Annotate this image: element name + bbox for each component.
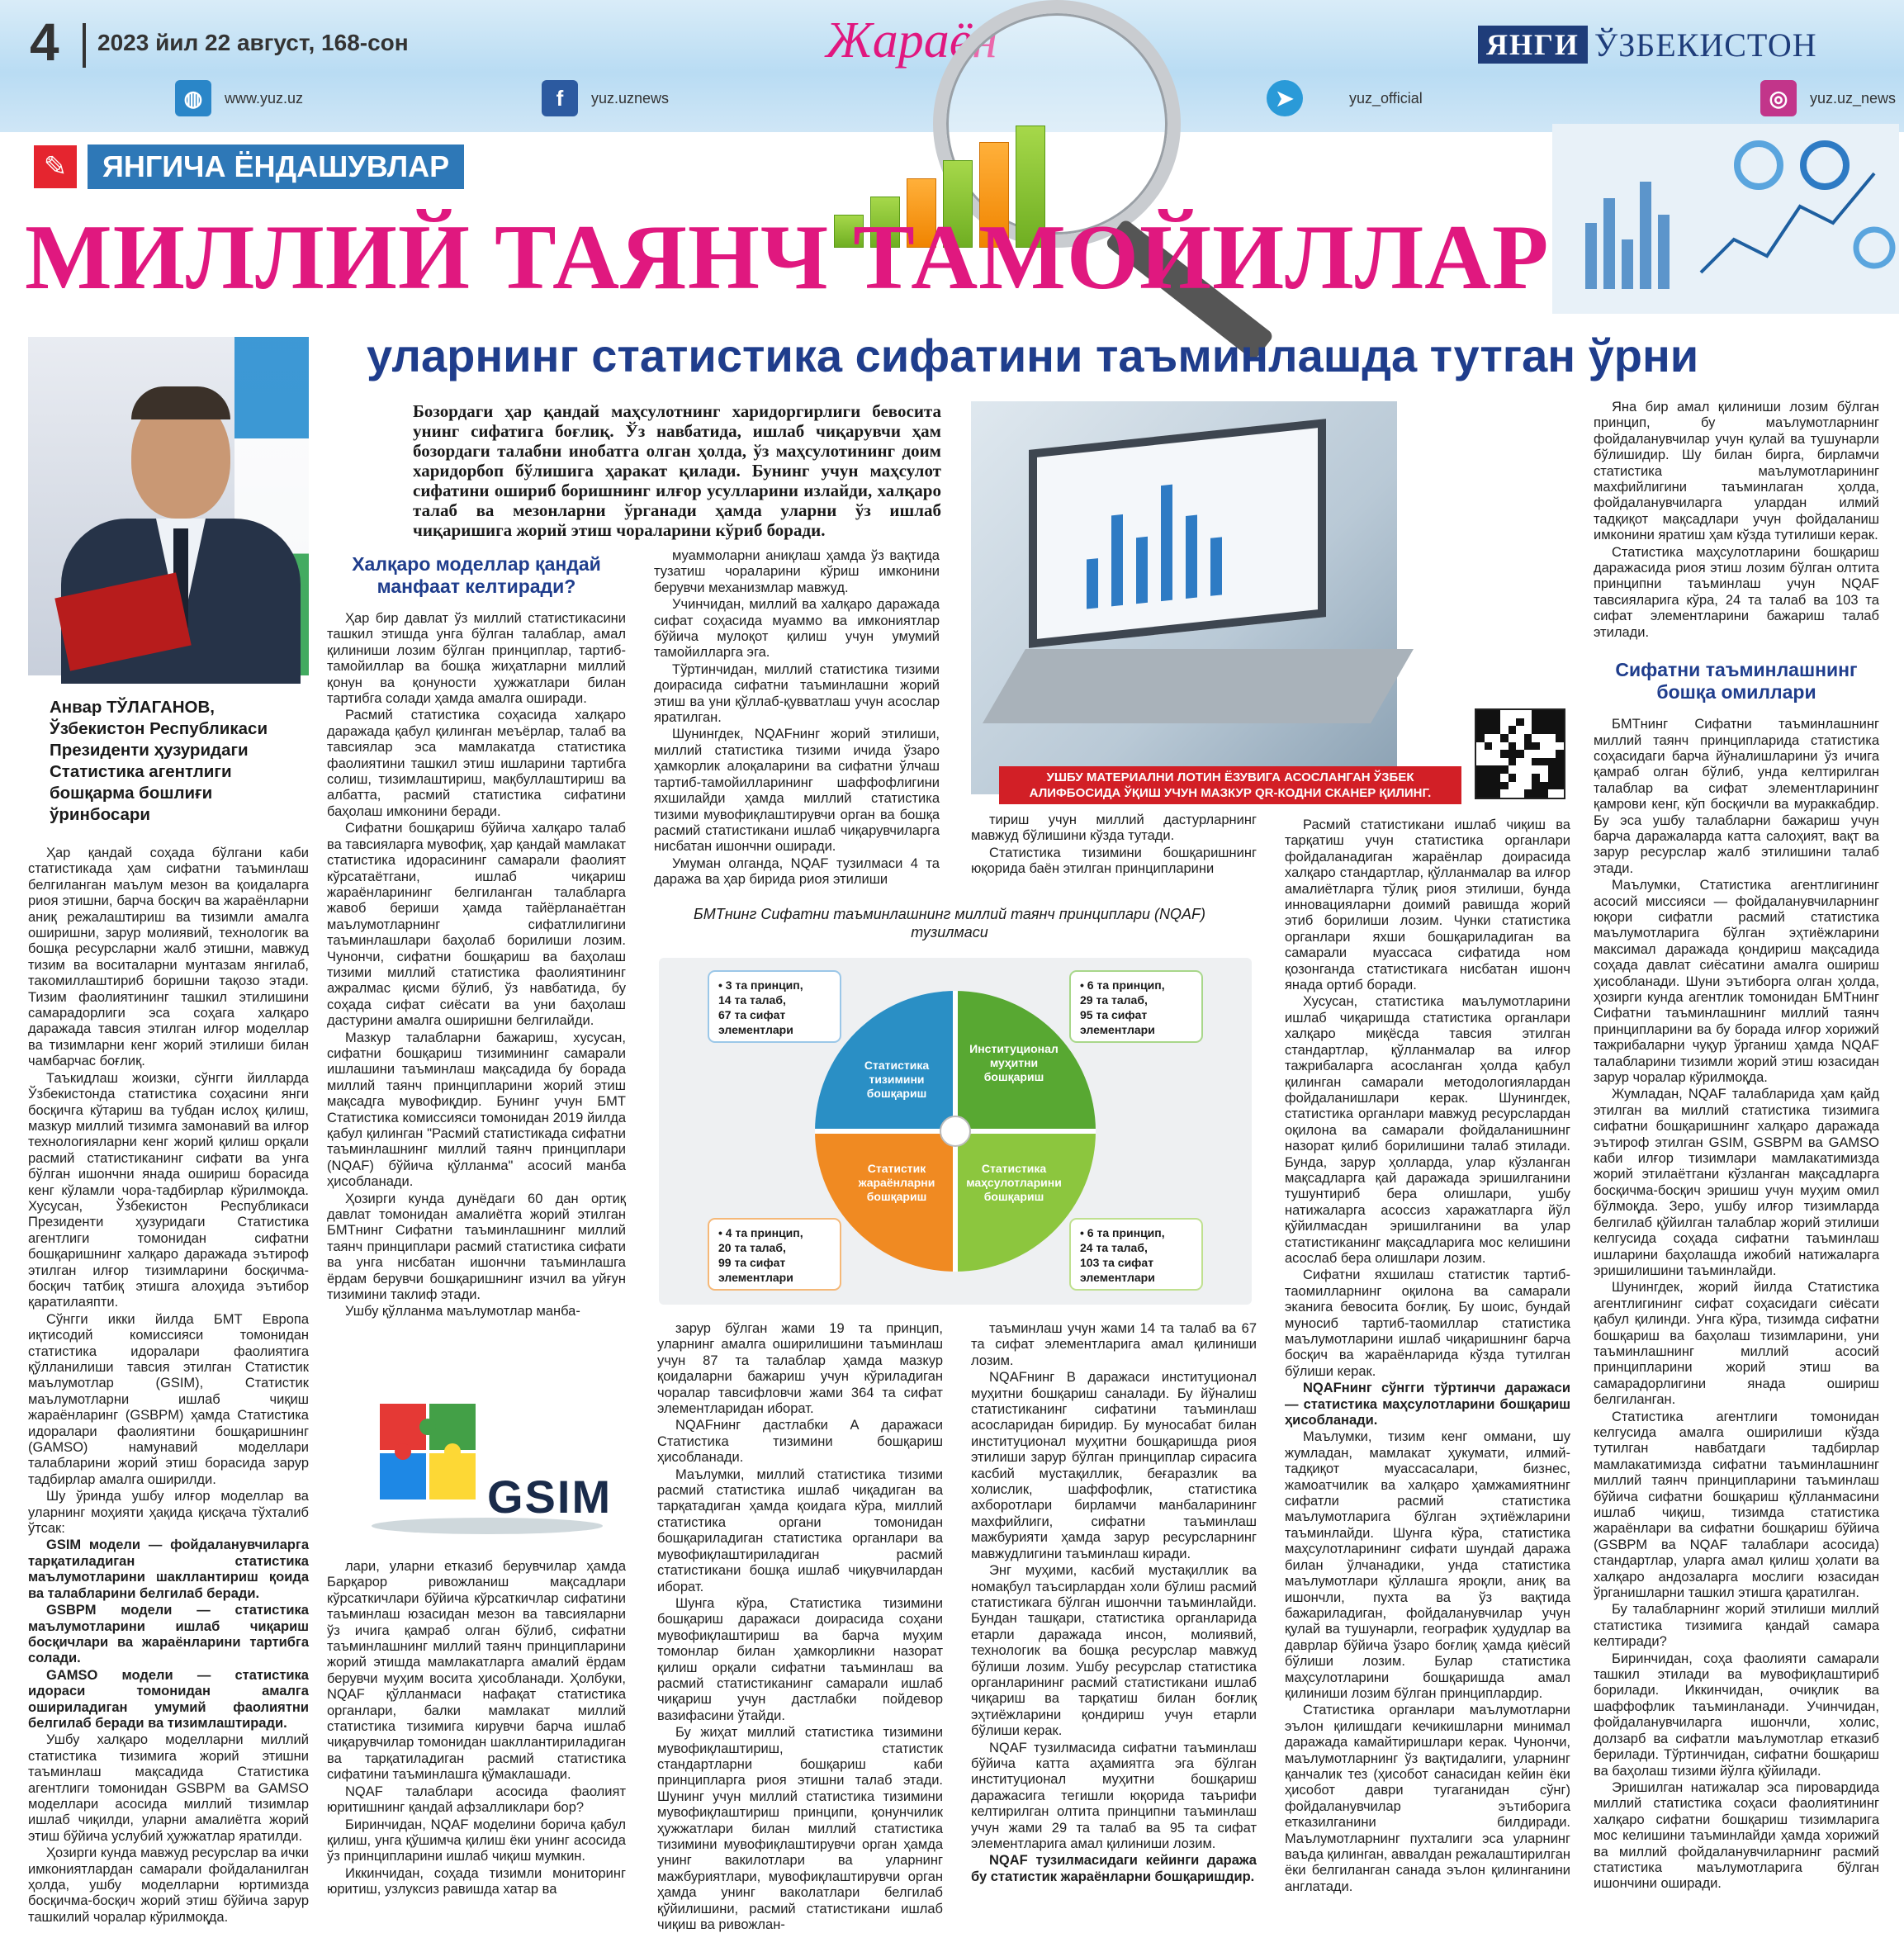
qr-cell <box>1556 718 1564 727</box>
paragraph: Хусусан, статистика маълумотларини ишлаб чиқаришда статистика органлари халқаро миқёсда тавсия этилган стандартлар, қўлланмалар ва илғор тажрибаларга асосланган ҳолда қабул қилинган самарали методологиялардан фойдаланишлари керак. Шунингдек, статистика органлари мавжуд ресурслардан оқилона ва самарали фойдаланишнинг назорат қилиб борилишини талаб этилади. Бунда, зарур ҳолларда, улар кўзланган мақсадларга қай даражада эришилганини тушунтириб бера олишлари, ушбу натижаларга асоссиз харажатларга йўл қўйилмасдан эришилганини ва улар статистиканинг мақсадларига мос келишини асослаб бера олишлари лозим. <box>1285 994 1570 1266</box>
qr-cell <box>1509 758 1517 766</box>
qr-cell <box>1548 726 1556 734</box>
newspaper-logo <box>1478 25 1817 64</box>
qr-cell <box>1485 750 1493 758</box>
paragraph: Умуман олганда, NQAF тузилмаси 4 та даража ва ҳар бирида риоя этилиши <box>654 855 940 888</box>
qr-cell <box>1509 789 1517 798</box>
qr-cell <box>1476 774 1485 782</box>
paragraph: Маълумки, тизим кенг оммани, шу жумладан, мамлакат ҳукумати, илмий-тадқиқот муассасалари, бизнес, жамоатчилик ва халқаро ҳамжамиятнинг сифатли расмий статистика маълумотларига бўлган эҳтиёжларини таъминлайди. Шунга кўра, статистика маҳсулотларининг сифати шундай даража билан ўлчанадики, унда статистика маълумотлари қўллашга яроқли, аниқ ва ишончли, пухта ва ўз вақтида бажариладиган, фойдаланувчилар учун қулай ва тушунарли, географик ҳудудлар ва даврлар бўйича ўзаро боғлиқ ҳамда қиёсий бўлиши лозим. Булар статистика маҳсулотларини бошқаришда амал қилиниши лозим бўлган принциплардир. <box>1285 1429 1570 1701</box>
telegram-icon: ➤ <box>1267 80 1303 116</box>
qr-cell <box>1524 726 1532 734</box>
qr-cell <box>1524 782 1532 790</box>
column-2-bottom <box>327 1559 626 1904</box>
logo-word-a: ЯНГИ <box>1478 26 1588 64</box>
qr-cell <box>1532 718 1540 727</box>
paragraph: Жумладан, NQAF талабларида ҳам қайд этилган ва миллий статистика тизимига сифатни бошқаришнинг халқаро даражада эътироф этилган GSIM, GSBPM ва GAMSO каби илғор тизимлари мамлакатимизда жорий этилаётгани кўзланган мақсадларга босқичма-босқич эришиш учун муҳим омил бўлмоқда. Зеро, ушбу илғор тизимларда белгилаб қўйилган талаблар жорий этилиши келгусида соҳада сифатни таъминлаш ишларини баҳолашда ижобий натижаларга эришилишини таъминлайди. <box>1594 1087 1879 1278</box>
qr-note: УШБУ МАТЕРИАЛНИ ЛОТИН ЁЗУВИГА АСОСЛАНГАН ЎЗБЕК АЛИФБОСИДА ЎҚИШ УЧУН МАЗКУР QR-КОДНИ СКАНЕР ҚИЛИНГ. <box>999 766 1461 804</box>
paragraph: NQAFнинг В даражаси институционал муҳитни бошқариш саналади. Бу йўналиш статистиканинг сифатини таъминлаш асосларидан биридир. Бу муносабат билан институционал муҳитни бошқаришда риоя этилиши зарур бўлган принциплар сирасига касбий мустақиллик, беғаразлик ва холислик, шаффофлик, статистика ахборотлари бирламчи манбаларининг махфийлиги, сифатни таъминлаш мажбурияти ҳамда зарур ресурсларнинг мавжудлигини таъминлаш киради. <box>971 1370 1257 1561</box>
paragraph: Ҳар қандай соҳада бўлгани каби статистикада ҳам сифатни таъминлаш белгиланган маълум мезон ва қоидаларга риоя этишни, барча босқич ва жараёнларни аниқ режалаштириш ва тизимли амалга оширишни, зарур молиявий, технологик ва бошқа ресурсларни жалб этишни, мавжуд тизим ва воситаларни мунтазам янгилаб, такомиллаштириб боришни тақозо этади. Тизим фаолиятининг ташкил этилишини самарадорлиги эса соҳага халқаро даражада тавсия этилган илғор моделлар ва тизимларни кенг жорий этилиши билан чамбарчас боғлиқ. <box>28 846 309 1069</box>
qr-cell <box>1509 734 1517 742</box>
section-tag-label: ЯНГИЧА ЁНДАШУВЛАР <box>88 145 464 189</box>
rubric-label: Жараён <box>826 12 998 69</box>
qr-cell <box>1540 734 1548 742</box>
paragraph: БМТнинг Сифатни таъминлашнинг миллий таянч принципларида статистика соҳасидаги барча йўналишларини ўз ичига қамраб олган бўлиб, унда келтирилган талаблар ва сифат элементларининг қамрови кенг, кўп босқичли ва мураккабдир. Бу эса ушбу талабларни бажариш учун барча даражаларда катта салоҳият, вақт ва зарур ресурслар жалб этилишини талаб этади. <box>1594 717 1879 876</box>
qr-cell <box>1516 765 1524 774</box>
qr-cell <box>1540 742 1548 751</box>
qr-cell <box>1524 718 1532 727</box>
qr-cell <box>1532 758 1540 766</box>
paragraph: Тўртинчидан, миллий статистика тизими доирасида сифатни таъминлашни жорий этиш ва уни қўллаб-қувватлаш учун асослар яратилган. <box>654 661 940 726</box>
qr-cell <box>1532 782 1540 790</box>
paragraph: Шунингдек, NQAFнинг жорий этилиши, миллий статистика тизими ичида ўзаро ҳамкорлик алоқаларини ва сифатни ўлчаш тартиб-тамойилларининг шаффофлигини яхшилайди ҳамда миллий статистика тизими мувофиқлаштирувчи орган ва бошқа расмий статистикани ишлаб чиқарувчиларга нисбатан ишончни оширади. <box>654 727 940 855</box>
qr-cell <box>1500 758 1509 766</box>
paragraph: Биринчидан, соҳа фаолияти самарали ташкил этилади ва мувофиқлаштириб борилади. Иккинчидан, очиқлик ва шаффофлик таъминланади. Учинчидан, фойдаланувчиларга ишончли, холис, долзарб ва сифатли маълумотлар етказиб берилади. Тўртинчидан, сифатни бошқариш ва баҳолаш тизими йўлга қўйилади. <box>1594 1651 1879 1779</box>
paragraph: Статистика тизимини бошқаришнинг юқорида баён этилган принципларини <box>971 845 1257 877</box>
qr-cell <box>1516 734 1524 742</box>
infographic-illustration <box>1552 124 1899 314</box>
qr-cell <box>1500 765 1509 774</box>
qr-cell <box>1540 726 1548 734</box>
screen-bar <box>1186 514 1197 598</box>
screen-bar <box>1111 514 1123 606</box>
author-caption: Анвар ТЎЛАГАНОВ, Ўзбекистон Республикаси Президенти ҳузуридаги Статистика агентлиги бошқарма бошлиғи ўринбосари <box>50 698 268 824</box>
issue-date: 2023 йил 22 август, 168-сон <box>97 30 409 55</box>
paragraph: GAMSO модели — статистика идораси томонидан амалга ошириладиган умумий фаолиятни белгилаб беради ва тизимлаштиради. <box>28 1667 309 1731</box>
qr-cell <box>1548 718 1556 727</box>
paragraph: Биринчидан, NQAF моделини борича қабул қилиш, унга қўшимча қилиш ёки унинг асосида ўз принципларини ишлаб чиқиш мумкин. <box>327 1817 626 1864</box>
column-1 <box>28 846 309 1925</box>
qr-cell <box>1485 710 1493 718</box>
paragraph: Сўнгги икки йилда БМТ Европа иқтисодий комиссияси томонидан статистика идоралари фаолиятига қўлланилиши тавсия этилган Статистик маълумотлар (GSIM), Статистик маълумотларни ишлаб чиқиш жараёнларинг (GSBPM) ҳамда Статистика идоралари фаолиятини бошқаришнинг (GAMSO) намунавий моделлари талабларини жорий этиш борасида зарур тадбирлар амалга оширилди. <box>28 1311 309 1487</box>
column-3-bottom <box>657 1321 943 1933</box>
qr-cell <box>1516 710 1524 718</box>
social-handle: www.yuz.uz <box>225 89 304 107</box>
qr-cell <box>1540 750 1548 758</box>
subheading: Халқаро моделлар қандай манфаат келтиради? <box>352 553 601 597</box>
qr-cell <box>1524 750 1532 758</box>
paragraph: Статистика маҳсулотларини бошқариш даражасида риоя этиш лозим бўлган олтита принципни таъминлаш учун NQAF тавсияларига кўра, 24 та талаб ва 103 та сифат элементларини бажариш талаб этилади. <box>1594 544 1879 640</box>
paragraph: Сифатни яхшилаш статистик тартиб-таомилларнинг оқилона ва самарали эканига бевосита боғлиқ. Бу шоис, бундай муносиб тартиб-таомиллар статистика маълумотларини ишлаб чиқаришнинг барча босқич ва жараёнларида кўзда тутилган бўлиши керак. <box>1285 1267 1570 1379</box>
qr-cell <box>1485 718 1493 727</box>
qr-cell <box>1476 782 1485 790</box>
divider <box>83 23 86 68</box>
quadrant-note: • 4 та принцип, 20 та талаб, 99 та сифат элементлари <box>718 1226 803 1284</box>
qr-code[interactable] <box>1475 708 1565 799</box>
qr-cell <box>1476 742 1485 751</box>
qr-cell <box>1516 750 1524 758</box>
diagram-caption: БМТнинг Сифатни таъминлашнинг миллий таянч принциплари (NQAF) тузилмаси <box>694 906 1205 940</box>
qr-cell <box>1476 734 1485 742</box>
quadrant-label: Статистика маҳсулотларини бошқариш <box>966 1162 1062 1203</box>
qr-cell <box>1532 710 1540 718</box>
paragraph: NQAF тузилмасидаги кейинги даража бу статистик жараёнларни бошқаришдир. <box>971 1853 1257 1884</box>
quadrant-label: Статистика тизимини бошқариш <box>864 1059 930 1100</box>
basketball-icon: ◍ <box>175 80 211 116</box>
paragraph: Ушбу қўлланма маълумотлар манба- <box>345 1304 580 1319</box>
qr-cell <box>1509 782 1517 790</box>
qr-cell <box>1548 734 1556 742</box>
logo-word-b: ЎЗБЕКИСТОН <box>1594 26 1817 64</box>
paragraph: NQAF талаблари асосида фаолият юритишнинг қандай афзалликлари бор? <box>327 1784 626 1816</box>
paragraph: Эришилган натижалар эса пировардида миллий статистика соҳаси фаолиятининг халқаро сифатни бошқариш тизимларига мос келишини таъминлайди ҳамда хорижий ва миллий фойдаланувчиларнинг расмий статистика маълумотларига бўлган ишончини оширади. <box>1594 1779 1879 1892</box>
qr-cell <box>1524 758 1532 766</box>
qr-cell <box>1516 774 1524 782</box>
gsim-label: GSIM <box>487 1471 613 1523</box>
social-web[interactable] <box>175 79 303 117</box>
paragraph: NQAFнинг сўнгги тўртинчи даражаси — статистика маҳсулотларини бошқариш ҳисобланади. <box>1285 1381 1570 1428</box>
qr-cell <box>1556 758 1564 766</box>
qr-cell <box>1516 758 1524 766</box>
paragraph: Маълумки, Статистика агентлигининг асосий миссияси — фойдаланувчиларнинг юқори сифатли расмий статистика маълумотларига бўлган эҳтиёжларини максимал даражада қондириш мақсадида соҳада давлат сиёсатини амалга ошириш ҳисобланади. Шуни эътиборга олган ҳолда, ҳозирги кунда агентлик томонидан БМТнинг Сифатни таъминлашнинг миллий таянч принципларини ва бу борада илғор хорижий тажрибаларни чуқур ўрганиш ҳамда NQAF талабларини тизимли жорий этиш юзасидан зарур чоралар кўрилмоқда. <box>1594 878 1879 1086</box>
qr-cell <box>1492 750 1500 758</box>
qr-cell <box>1556 726 1564 734</box>
qr-cell <box>1485 734 1493 742</box>
qr-cell <box>1532 774 1540 782</box>
paragraph: Ушбу халқаро моделларни миллий статистика тизимига жорий этишни таъминлаш мақсадида Статистика агентлиги томонидан GSBPM ва GAMSO моделлари асосида миллий тизимлар ишлаб чиқилди, уларни амалиётга жорий этиш бўйича услубий ҳужжатлар яратилди. <box>28 1732 309 1844</box>
qr-cell <box>1500 742 1509 751</box>
qr-cell <box>1500 782 1509 790</box>
paragraph: таъминлаш учун жами 14 та талаб ва 67 та сифат элементларига амал қилиниши лозим. <box>971 1321 1257 1368</box>
paragraph: Статистика органлари маълумотларни эълон қилишдаги кечикишларни минимал даражада камайтиришлари керак. Чунончи, маълумотларнинг ўз вақтидалиги, уларнинг қанчалик тез (ҳисобот санасидан кейин ёки ҳисобот даври тугаганидан сўнг) фойдаланувчилар эътиборига етказилганини билдиради. Маълумотларнинг пухталиги эса уларнинг ваъда қилинган, аввалдан режалаштирилган ёки белгиланган санада эълон қилинганини англатади. <box>1285 1703 1570 1894</box>
paragraph: Учинчидан, миллий ва халқаро даражада сифат соҳасида муаммо ва имкониятлар бўйича мулоқот қилиш учун умумий тамойилларга эга. <box>654 597 940 661</box>
qr-cell <box>1524 789 1532 798</box>
qr-cell <box>1500 789 1509 798</box>
qr-cell <box>1476 789 1485 798</box>
qr-cell <box>1532 789 1540 798</box>
quadrant-label: Институционал муҳитни бошқариш <box>969 1042 1059 1083</box>
paragraph: зарур бўлган жами 19 та принцип, уларнинг амалга оширилишини таъминлаш учун 87 та талаблар ҳамда мазкур қоидаларни бажариш учун кўриладиган чоралар тавсифловчи жами 364 та сифат элементларидан иборат. <box>657 1321 943 1417</box>
qr-cell <box>1540 758 1548 766</box>
qr-cell <box>1485 726 1493 734</box>
qr-cell <box>1500 726 1509 734</box>
qr-cell <box>1476 710 1485 718</box>
qr-cell <box>1485 742 1493 751</box>
qr-cell <box>1516 726 1524 734</box>
quadrant-note: • 3 та принцип, 14 та талаб, 67 та сифат элементлари <box>718 978 803 1036</box>
paragraph: лари, уларни етказиб берувчилар ҳамда Барқарор ривожланиш мақсадлари кўрсаткичлари бўйича кўрсаткичлар сифатини таъминлаш юзасидан мезон ва тавсияларни ўз ичига қамраб олган бўлиб, сифатни таъминлашнинг миллий таянч принципларини жорий этишда мамлакатларга амалий ёрдам берувчи муҳим восита ҳисобланади. Ҳолбуки, NQAF қўлланмаси нафақат статистика органлари, балки мамлакат миллий статистика тизимига кирувчи барча ишлаб чиқарувчилар томонидан шакллантириладиган ва тарқатиладиган расмий статистика сифатини таъминлашга қўмаклашади. <box>327 1559 626 1783</box>
qr-cell <box>1485 758 1493 766</box>
qr-cell <box>1500 710 1509 718</box>
quadrant-label: Статистик жараёнларни бошқариш <box>858 1162 935 1203</box>
qr-cell <box>1509 765 1517 774</box>
subheading: Сифатни таъминлашнинг бошқа омиллари <box>1615 659 1858 704</box>
qr-cell <box>1516 718 1524 727</box>
qr-cell <box>1492 765 1500 774</box>
qr-cell <box>1485 782 1493 790</box>
paragraph: Шу ўринда ушбу илғор моделлар ва уларнинг моҳияти ҳақида қисқача тўхталиб ўтсак: <box>28 1489 309 1537</box>
qr-cell <box>1500 734 1509 742</box>
qr-cell <box>1524 765 1532 774</box>
qr-cell <box>1492 718 1500 727</box>
qr-cell <box>1476 765 1485 774</box>
qr-cell <box>1476 726 1485 734</box>
paragraph: Шунингдек, жорий йилда Статистика агентлигининг сифат соҳасидаги сиёсати қабул қилинди. Унга кўра, тизимда сифатни бошқариш ва баҳолаш тизимларини, уни таъминлашнинг миллий асосий принципларини жорий этиш ва самарадорлигини янада ошириш белгиланган. <box>1594 1280 1879 1408</box>
screen-bar <box>1161 485 1172 601</box>
qr-cell <box>1509 726 1517 734</box>
page-number: 4 <box>30 12 59 72</box>
qr-cell <box>1500 774 1509 782</box>
laptop-keyboard <box>983 649 1414 723</box>
qr-cell <box>1509 742 1517 751</box>
qr-cell <box>1556 774 1564 782</box>
social-telegram[interactable] <box>1267 79 1423 117</box>
paragraph: Бу талабларнинг жорий этилиши миллий статистика тизимига қандай самара келтиради? <box>1594 1602 1879 1650</box>
paragraph: Мазкур талабларни бажариш, хусусан, сифатни бошқариш тизимининг самарали ишлашини таъминлаш мақсадида бу борада миллий таянч принципларини жорий этиш мақсадга мувофиқдир. Бунинг учун БМТ Статистика комиссияси томонидан 2019 йилда қабул қилинган "Расмий статистикада сифатни таъминлашнинг миллий таянч принциплари (NQAF) бўйича қўлланма" асосий манба ҳисобланади. <box>327 1030 626 1190</box>
qr-cell <box>1524 774 1532 782</box>
qr-cell <box>1509 710 1517 718</box>
screen-bar <box>1210 537 1222 595</box>
qr-cell <box>1492 782 1500 790</box>
paragraph: Ҳозирги кунда мавжуд ресурслар ва ички имкониятлардан самарали фойдаланилган ҳолда, ушбу моделларни юртимизда босқичма-босқич жорий этиш бўйича зарур ташкилий чоралар кўрилмоқда. <box>28 1845 309 1925</box>
social-instagram[interactable] <box>1760 79 1896 117</box>
qr-cell <box>1509 750 1517 758</box>
paragraph: Энг муҳими, касбий мустақиллик ва номақбул таъсирлардан холи бўлиш расмий статистикага бўлган ишончни таъминлайди. Бундан ташқари, статистика органларида етарли даражада инсон, молиявий, технологик ва бошқа ресурслар мавжуд бўлиши лозим. Ушбу ресурслар статистика органларининг расмий статистикани ишлаб чиқариш ва тарқатиш билан боғлиқ эҳтиёжларини қондириш учун етарли бўлиши керак. <box>971 1563 1257 1739</box>
qr-cell <box>1500 750 1509 758</box>
qr-cell <box>1532 726 1540 734</box>
qr-cell <box>1492 726 1500 734</box>
column-5 <box>1285 817 1570 1904</box>
hair <box>131 386 230 419</box>
qr-cell <box>1532 765 1540 774</box>
qr-cell <box>1556 742 1564 751</box>
qr-cell <box>1548 750 1556 758</box>
paragraph: GSBPM модели — статистика маълумотларини ишлаб чиқариш босқичлари ва жараёнларини тартибга солади. <box>28 1603 309 1666</box>
qr-cell <box>1485 774 1493 782</box>
qr-cell <box>1492 758 1500 766</box>
qr-cell <box>1548 758 1556 766</box>
qr-cell <box>1556 710 1564 718</box>
qr-cell <box>1476 750 1485 758</box>
column-4-top <box>971 813 1257 895</box>
paragraph: Шунга кўра, Статистика тизимини бошқариш даражаси доирасида соҳани мувофиқлаштириш ва барча муҳим томонлар билан ҳамкорликни назорат қилиш орқали сифатни таъминлаш ва расмий статистиканинг самарали ишлаб чиқариш учун дастлабки пойдевор вазифасини ўтайди. <box>657 1595 943 1723</box>
qr-cell <box>1524 742 1532 751</box>
facebook-icon: f <box>542 80 578 116</box>
qr-cell <box>1524 734 1532 742</box>
qr-cell <box>1540 718 1548 727</box>
qr-cell <box>1548 710 1556 718</box>
qr-cell <box>1476 758 1485 766</box>
column-6 <box>1594 400 1879 1904</box>
paragraph: Статистика агентлиги томонидан келгусида амалга оширилиши кўзда тутилган навбатдаги тадбирлар мамлакатимизда сифатни таъминлашнинг миллий таянч принципларини таъминлаш бўйича сифатни бошқариш қўлланмасини ишлаб чиқиш, тизимда статистика жараёнлари ва сифатни бошқариш бўйича (GSBPM ва NQAF талаблари асосида) стандартлар, уларга амал қилиш ҳолати ва халқаро андозаларга мослиги юзасидан ўрганишларни ташкил этишга қаратилган. <box>1594 1409 1879 1601</box>
qr-cell <box>1556 750 1564 758</box>
paragraph: Маълумки, миллий статистика тизими расмий статистика ишлаб чиқадиган ва тарқатадиган ҳамда қоидага кўра, миллий статистика органи томонидан бошқариладиган статистика органлари ва мувофиқлаштириладиган расмий статистикани бошқа ишлаб чиқувчилардан иборат. <box>657 1466 943 1594</box>
qr-cell <box>1509 774 1517 782</box>
social-handle: yuz.uz_news <box>1810 89 1897 107</box>
qr-cell <box>1540 789 1548 798</box>
edit-icon: ✎ <box>31 143 79 191</box>
qr-cell <box>1516 789 1524 798</box>
screen-bar <box>1087 558 1098 609</box>
qr-cell <box>1548 765 1556 774</box>
qr-cell <box>1492 789 1500 798</box>
qr-cell <box>1532 750 1540 758</box>
social-handle: yuz_official <box>1349 89 1423 107</box>
column-4-bottom <box>971 1321 1257 1904</box>
paragraph: Ҳозирги кунда дунёдаги 60 дан ортиқ давлат томонидан амалиётга жорий этилган БМТнинг Сифатни таъминлашнинг миллий таянч принциплари расмий статистика сифати ва унга нисбатан ишончни таъминлашга ёрдам берувчи бошқаришнинг изчил ва уйғун тизимини таклиф этади. <box>327 1191 626 1303</box>
qr-cell <box>1492 774 1500 782</box>
paragraph: Расмий статистикани ишлаб чиқиш ва тарқатиш учун статистика органлари фойдаланадиган жараёнлар доирасида халқаро стандартлар, қўлланмалар ва илғор амалиётларга тўлиқ риоя этилиши, бунда инновацияларни доимий равишда жорий этиб борилиши лозим. Чунки статистика органлари яхши бошқариладиган ва самарали муассаса сифатида ном қозонганда статистикага нисбатан ишонч янада ортиб боради. <box>1285 817 1570 993</box>
laptop-screen <box>1029 419 1326 648</box>
qr-cell <box>1492 742 1500 751</box>
qr-cell <box>1556 765 1564 774</box>
instagram-icon: ◎ <box>1760 80 1797 116</box>
qr-cell <box>1548 789 1556 798</box>
paragraph: Ҳар бир давлат ўз миллий статистикасини ташкил этишда унга бўлган талаблар, амал қилиниши лозим бўлган принциплар, тартиб-тамойиллар ва бошқа жиҳатларни миллий қонун ва қонуности ҳужжатлари билан тартибга солади ҳамда амалга оширади. <box>327 611 626 707</box>
qr-cell <box>1540 710 1548 718</box>
qr-cell <box>1516 742 1524 751</box>
nqaf-diagram <box>659 958 1252 1305</box>
paragraph: Иккинчидан, соҳада тизимли мониторинг юритиш, узлуксиз равишда хатар ва <box>327 1865 626 1897</box>
qr-cell <box>1485 789 1493 798</box>
qr-cell <box>1540 774 1548 782</box>
qr-cell <box>1556 782 1564 790</box>
qr-cell <box>1492 710 1500 718</box>
paragraph: Таъкидлаш жоизки, сўнгги йилларда Ўзбекистонда статистика соҳасини янги босқичга кўтариш ва тубдан ислоҳ қилиш, мазкур миллий тизимга замонавий ва илғор технологияларни кенг жорий қилиш орқали расмий статистиканинг сифати ва унга бўлган ишончни янада ошириш борасида кенг кўламли чора-тадбирлар кўрилмоқда. Хусусан, Ўзбекистон Республикаси Президенти ҳузуридаги Статистика агентлиги томонидан сифатни бошқаришнинг халқаро даражада эътироф этилган илғор тизимларини босқичма-босқич татбиқ этишга алоҳида эътибор қаратилаяпти. <box>28 1070 309 1310</box>
paragraph: муаммоларни аниқлаш ҳамда ўз вақтида тузатиш чораларини кўриш имконини берувчи механизмлар мавжуд. <box>654 548 940 595</box>
column-2-top <box>327 548 626 1348</box>
qr-cell <box>1548 782 1556 790</box>
article-title: МИЛЛИЙ ТАЯНЧ ТАМОЙИЛЛАР <box>25 206 1550 309</box>
qr-cell <box>1532 742 1540 751</box>
qr-cell <box>1556 734 1564 742</box>
qr-cell <box>1485 765 1493 774</box>
paragraph: Бу жиҳат миллий статистика тизимини мувофиқлаштириш, статистик стандартларни бошқариш каби принципларга риоя этишни талаб этади. Шунинг учун миллий статистика тизимини мувофиқлаштириш принципи, қонунчилик ҳужжатлари билан миллий статистика тизимини мувофиқлаштирувчи орган ҳамда унинг вакилотлари ва уларнинг мажбуриятлари, мувофиқлаштирувчи орган ҳамда унинг ваколатлари белгилаб қўйилишини, расмий статистикани ишлаб чиқиш ва ривожлан- <box>657 1725 943 1933</box>
screen-bar <box>1136 537 1148 604</box>
qr-cell <box>1532 734 1540 742</box>
social-handle: yuz.uznews <box>591 89 670 107</box>
article-subtitle: уларнинг статистика сифатини таъминлашда тутган ўрни <box>367 329 1699 381</box>
paragraph: NQAF тузилмасида сифатни таъминлаш бўйича катта аҳамиятга эга бўлган институционал муҳитни бошқариш даражасига тегишли юқорида таърифи келтирилган олтита принципни таъминлаш учун жами 29 та талаб ва 95 та сифат элементларига амал қилиниши лозим. <box>971 1740 1257 1851</box>
qr-cell <box>1548 774 1556 782</box>
paragraph: Расмий статистика соҳасида халқаро даражада қабул қилинган меъёрлар, талаб ва тавсиялар эса мамлакатда статистика фаолиятини ташкил этиш ишларини тартибга солиш, тизимлаштириш, мақбуллаштириш ва албатта, расмий статистика сифатини баҳолаш имконини беради. <box>327 708 626 819</box>
social-facebook[interactable] <box>542 79 669 117</box>
qr-cell <box>1516 782 1524 790</box>
qr-cell <box>1476 718 1485 727</box>
qr-cell <box>1509 718 1517 727</box>
quadrant-note: • 6 та принцип, 24 та талаб, 103 та сифат элементлари <box>1080 1226 1165 1284</box>
laptop-photo <box>971 401 1397 794</box>
qr-cell <box>1524 710 1532 718</box>
qr-cell <box>1492 734 1500 742</box>
qr-cell <box>1556 789 1564 798</box>
qr-cell <box>1500 718 1509 727</box>
qr-cell <box>1548 742 1556 751</box>
section-tag <box>31 142 464 192</box>
paragraph: Яна бир амал қилиниши лозим бўлган принцип, бу маълумотларнинг фойдаланувчилар учун қулай ва тушунарли бўлишидир. Шу билан бирга, бирламчи статистика маълумотларининг махфийлигини таъминлаган ҳолда, фойдаланувчиларга улардан илмий тадқиқот мақсадлари учун фойдаланиш имконини яратиш ҳам кўзда тутилиши керак. <box>1594 400 1879 543</box>
qr-cell <box>1540 765 1548 774</box>
column-3-top <box>654 548 940 895</box>
lead-paragraph: Бозордаги ҳар қандай маҳсулотнинг харидоргирлиги бевосита унинг сифатига боғлиқ. Ўз навбатида, ишлаб чиқарувчи ҳам бозордаги талабни инобатга олган ҳолда, ўз маҳсулотининг доим харидорбоп бўлишига ҳаракат қилади. Бунинг учун маҳсулот сифатини ошириб боришнинг илғор усулларини излайди, халқаро талаб ва мезонларни ўрганади ҳамда уларни ўз ишлаб чиқаришига жорий этиш чораларини кўриб боради. <box>413 401 941 540</box>
paragraph: GSIM модели — фойдаланувчиларга тарқатиладиган статистика маълумотларини шакллантириш қоида ва талабларини белгилаб беради. <box>28 1537 309 1601</box>
paragraph: Сифатни бошқариш бўйича халқаро талаб ва тавсияларга мувофиқ, ҳар қандай мамлакат статистика идорасининг самарали фаолият кўрсатаётгани, ишлаб чиқариш жараёнларининг белгиланган талабларга жавоб бериши ҳамда тайёрланаётган маълумотларнинг сифатлилигини таъминлашлари баҳолаб борилиши лозим. Чунончи, сифатни бошқариш ва баҳолаш тизими миллий статистика фаолиятининг ажралмас қисми бўлиб, ўз навбатида, бу соҳада сифат сиёсати ва уни баҳолаш дастурини амалга оширишни белгилайди. <box>327 821 626 1029</box>
paragraph: тириш учун миллий дастурларнинг мавжуд бўлишини кўзда тутади. <box>971 813 1257 844</box>
paragraph: NQAFнинг дастлабки А даражаси Статистика тизимини бошқариш ҳисобланади. <box>657 1418 943 1466</box>
qr-cell <box>1540 782 1548 790</box>
author-photo <box>28 337 309 675</box>
quadrant-note: • 6 та принцип, 29 та талаб, 95 та сифат элементлари <box>1080 978 1165 1036</box>
